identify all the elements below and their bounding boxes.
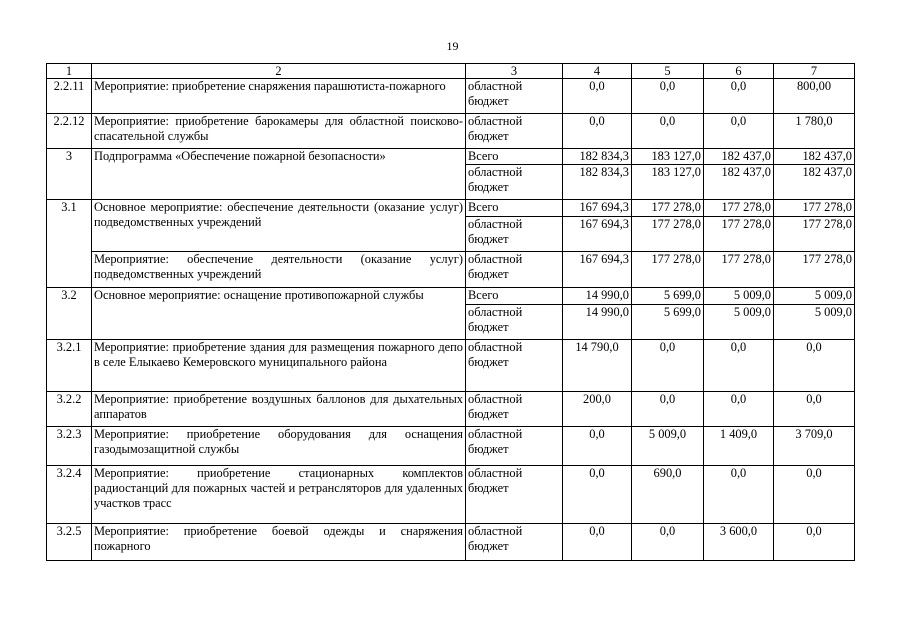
row-number: 3.2.5 [47,524,92,561]
value-col5: 690,0 [632,466,704,524]
value-col5: 177 278,0 [632,200,704,217]
row-name: Основное мероприятие: оснащение противопожарной службы [92,288,466,340]
header-cell: 2 [92,64,466,79]
funding-source: Всего [466,200,563,217]
value-col5: 0,0 [632,524,704,561]
funding-source: областной бюджет [466,427,563,466]
row-number: 3.2.3 [47,427,92,466]
row-name: Мероприятие: приобретение снаряжения парашютиста-пожарного [92,79,466,114]
table-row [47,340,855,392]
value-col4: 14 990,0 [563,288,632,305]
value-col4: 167 694,3 [563,252,632,288]
value-col5: 0,0 [632,340,704,392]
row-name: Мероприятие: приобретение воздушных баллонов для дыхательных аппаратов [92,392,466,427]
row-name: Мероприятие: приобретение барокамеры для областной поисково-спасательной службы [92,114,466,149]
value-col6: 0,0 [704,466,774,524]
value-col4: 167 694,3 [563,217,632,252]
header-cell: 1 [47,64,92,79]
value-col4: 182 834,3 [563,149,632,165]
value-col7: 182 437,0 [774,149,855,165]
value-col5: 177 278,0 [632,217,704,252]
funding-source: областной бюджет [466,466,563,524]
row-name: Подпрограмма «Обеспечение пожарной безопасности» [92,149,466,200]
value-col5: 183 127,0 [632,149,704,165]
table-row [47,149,855,165]
funding-source: областной бюджет [466,392,563,427]
value-col6: 177 278,0 [704,200,774,217]
funding-source: областной бюджет [466,305,563,340]
value-col6: 0,0 [704,340,774,392]
table-row [47,252,855,288]
value-col5: 5 009,0 [632,427,704,466]
value-col6: 0,0 [704,392,774,427]
funding-source: областной бюджет [466,217,563,252]
value-col4: 167 694,3 [563,200,632,217]
value-col4: 200,0 [563,392,632,427]
row-number [47,252,92,288]
value-col5: 177 278,0 [632,252,704,288]
row-name: Мероприятие: приобретение здания для размещения пожарного депо в селе Елыкаево Кемеровского муниципального района [92,340,466,392]
value-col5: 5 699,0 [632,288,704,305]
row-name: Мероприятие: приобретение боевой одежды и снаряжения пожарного [92,524,466,561]
value-col7: 5 009,0 [774,305,855,340]
funding-source: областной бюджет [466,340,563,392]
row-number: 2.2.11 [47,79,92,114]
value-col7: 0,0 [774,466,855,524]
table-row [47,114,855,149]
row-number: 3.2.4 [47,466,92,524]
table-row [47,288,855,305]
value-col7: 3 709,0 [774,427,855,466]
value-col4: 182 834,3 [563,165,632,200]
funding-source: областной бюджет [466,114,563,149]
value-col4: 0,0 [563,427,632,466]
value-col6: 1 409,0 [704,427,774,466]
row-name: Мероприятие: приобретение оборудования для оснащения газодымозащитной службы [92,427,466,466]
value-col7: 5 009,0 [774,288,855,305]
row-number: 3.1 [47,200,92,252]
value-col6: 177 278,0 [704,252,774,288]
value-col7: 1 780,0 [774,114,855,149]
row-name: Мероприятие: приобретение стационарных комплектов радиостанций для пожарных частей и ретрансляторов для удаленных участков трасс [92,466,466,524]
funding-source: Всего [466,288,563,305]
value-col5: 5 699,0 [632,305,704,340]
table-row [47,79,855,114]
funding-source: Всего [466,149,563,165]
page-number: 19 [446,39,459,53]
row-number: 2.2.12 [47,114,92,149]
value-col4: 14 990,0 [563,305,632,340]
value-col5: 0,0 [632,114,704,149]
row-number: 3.2.1 [47,340,92,392]
funding-source: областной бюджет [466,79,563,114]
header-cell: 6 [704,64,774,79]
header-row [47,64,855,79]
header-cell: 3 [466,64,563,79]
row-number: 3.2.2 [47,392,92,427]
row-name: Мероприятие: обеспечение деятельности (оказание услуг) подведомственных учреждений [92,252,466,288]
value-col5: 0,0 [632,392,704,427]
value-col6: 3 600,0 [704,524,774,561]
value-col5: 0,0 [632,79,704,114]
value-col4: 0,0 [563,79,632,114]
value-col7: 177 278,0 [774,252,855,288]
funding-source: областной бюджет [466,524,563,561]
row-name: Основное мероприятие: обеспечение деятельности (оказание услуг) подведомственных учреждений [92,200,466,252]
table-row [47,200,855,217]
funding-source: областной бюджет [466,252,563,288]
value-col6: 182 437,0 [704,165,774,200]
value-col7: 0,0 [774,524,855,561]
table-row [47,466,855,524]
value-col6: 182 437,0 [704,149,774,165]
value-col7: 800,00 [774,79,855,114]
header-cell: 5 [632,64,704,79]
row-number: 3 [47,149,92,200]
value-col6: 5 009,0 [704,305,774,340]
value-col7: 0,0 [774,340,855,392]
table-row [47,427,855,466]
value-col6: 0,0 [704,114,774,149]
header-cell: 4 [563,64,632,79]
table-row [47,524,855,561]
value-col6: 0,0 [704,79,774,114]
value-col4: 0,0 [563,524,632,561]
row-number: 3.2 [47,288,92,340]
value-col7: 0,0 [774,392,855,427]
budget-table [46,63,855,561]
value-col7: 177 278,0 [774,217,855,252]
value-col4: 14 790,0 [563,340,632,392]
value-col7: 177 278,0 [774,200,855,217]
header-cell: 7 [774,64,855,79]
value-col6: 5 009,0 [704,288,774,305]
funding-source: областной бюджет [466,165,563,200]
value-col6: 177 278,0 [704,217,774,252]
value-col4: 0,0 [563,466,632,524]
value-col5: 183 127,0 [632,165,704,200]
value-col7: 182 437,0 [774,165,855,200]
value-col4: 0,0 [563,114,632,149]
table-row [47,392,855,427]
